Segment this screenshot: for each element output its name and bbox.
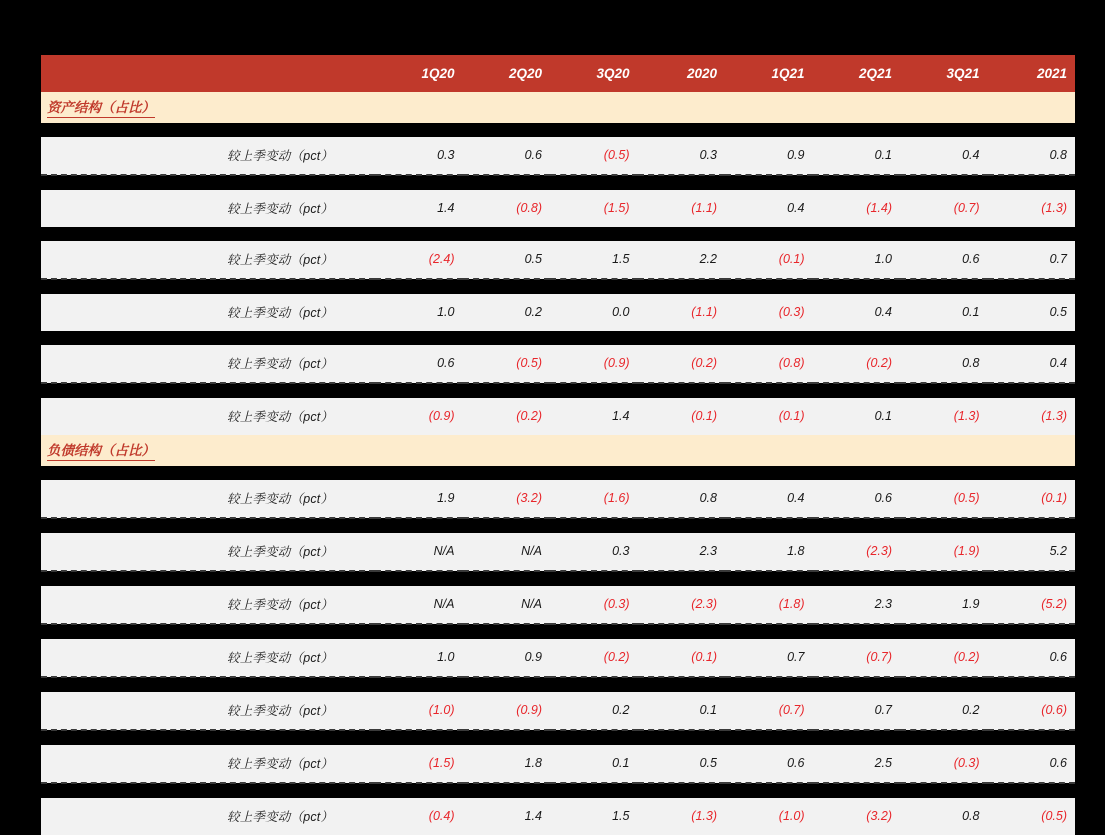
- value-cell: 1.9: [375, 480, 463, 518]
- table-row: [41, 294, 1075, 331]
- header-cell-label: [41, 55, 375, 92]
- table-row: [41, 398, 1075, 435]
- value-cell: 1.0: [813, 241, 901, 279]
- value-cell: (1.8): [725, 586, 813, 624]
- section-title-cell: [41, 435, 1075, 466]
- row-spacer-cell: [41, 227, 1075, 241]
- value-cell: 2.3: [813, 586, 901, 624]
- value-cell: (0.1): [725, 398, 813, 435]
- value-cell: (0.3): [550, 586, 638, 624]
- table-row: [41, 241, 1075, 279]
- value-cell: (0.5): [550, 137, 638, 175]
- value-cell: (1.3): [988, 190, 1076, 227]
- value-cell: 0.4: [900, 137, 988, 175]
- value-cell: 0.3: [375, 137, 463, 175]
- table-row: [41, 137, 1075, 175]
- row-spacer: [41, 175, 1075, 190]
- value-cell: (0.1): [638, 398, 726, 435]
- row-spacer-cell: [41, 571, 1075, 586]
- row-label-cell: 较上季变动（pct）: [41, 345, 375, 383]
- value-cell: N/A: [463, 533, 551, 571]
- value-cell: 0.1: [900, 294, 988, 331]
- value-cell: 0.5: [988, 294, 1076, 331]
- row-spacer: [41, 331, 1075, 345]
- value-cell: 0.6: [813, 480, 901, 518]
- value-cell: 0.7: [813, 692, 901, 730]
- value-cell: (0.6): [988, 692, 1076, 730]
- value-cell: 0.9: [725, 137, 813, 175]
- value-cell: 0.6: [375, 345, 463, 383]
- row-label-cell: 较上季变动（pct）: [41, 586, 375, 624]
- value-cell: 1.4: [375, 190, 463, 227]
- value-cell: 1.0: [375, 294, 463, 331]
- value-cell: 0.8: [638, 480, 726, 518]
- row-label-cell: 较上季变动（pct）: [41, 639, 375, 677]
- value-cell: 1.9: [900, 586, 988, 624]
- section-title-text: 负债结构（占比）: [47, 439, 155, 461]
- value-cell: 0.4: [725, 190, 813, 227]
- value-cell: 0.1: [638, 692, 726, 730]
- row-spacer: [41, 518, 1075, 533]
- value-cell: (0.5): [988, 798, 1076, 835]
- value-cell: 0.9: [463, 639, 551, 677]
- row-spacer: [41, 123, 1075, 137]
- header-cell-period: 2021: [988, 55, 1076, 92]
- value-cell: (0.9): [375, 398, 463, 435]
- value-cell: (1.1): [638, 294, 726, 331]
- value-cell: (1.3): [900, 398, 988, 435]
- value-cell: 0.4: [725, 480, 813, 518]
- value-cell: 0.3: [638, 137, 726, 175]
- value-cell: (3.2): [813, 798, 901, 835]
- financial-table: [41, 55, 1075, 835]
- row-spacer: [41, 571, 1075, 586]
- row-spacer: [41, 677, 1075, 692]
- value-cell: 1.0: [375, 639, 463, 677]
- value-cell: (0.8): [463, 190, 551, 227]
- value-cell: (0.9): [463, 692, 551, 730]
- value-cell: 1.4: [550, 398, 638, 435]
- value-cell: 1.5: [550, 798, 638, 835]
- value-cell: (1.3): [988, 398, 1076, 435]
- row-label-cell: 较上季变动（pct）: [41, 692, 375, 730]
- row-spacer-cell: [41, 331, 1075, 345]
- header-cell-period: 3Q21: [900, 55, 988, 92]
- value-cell: (0.3): [900, 745, 988, 783]
- value-cell: (1.1): [638, 190, 726, 227]
- value-cell: N/A: [463, 586, 551, 624]
- value-cell: 0.2: [463, 294, 551, 331]
- header-cell-period: 1Q21: [725, 55, 813, 92]
- row-spacer-cell: [41, 730, 1075, 745]
- value-cell: 2.2: [638, 241, 726, 279]
- table-header-row: [41, 55, 1075, 92]
- row-label-cell: 较上季变动（pct）: [41, 241, 375, 279]
- row-spacer-cell: [41, 624, 1075, 639]
- value-cell: (0.2): [813, 345, 901, 383]
- value-cell: 0.8: [988, 137, 1076, 175]
- table-row: [41, 345, 1075, 383]
- row-spacer-cell: [41, 175, 1075, 190]
- value-cell: 2.3: [638, 533, 726, 571]
- value-cell: 0.1: [813, 137, 901, 175]
- header-cell-period: 3Q20: [550, 55, 638, 92]
- value-cell: 0.6: [988, 745, 1076, 783]
- row-spacer-cell: [41, 518, 1075, 533]
- value-cell: 0.6: [463, 137, 551, 175]
- value-cell: (0.7): [725, 692, 813, 730]
- value-cell: 0.4: [813, 294, 901, 331]
- row-spacer: [41, 730, 1075, 745]
- value-cell: (0.2): [463, 398, 551, 435]
- value-cell: 1.5: [550, 241, 638, 279]
- value-cell: (1.5): [550, 190, 638, 227]
- value-cell: 0.6: [900, 241, 988, 279]
- value-cell: (0.1): [988, 480, 1076, 518]
- row-spacer: [41, 783, 1075, 798]
- value-cell: (1.6): [550, 480, 638, 518]
- value-cell: 5.2: [988, 533, 1076, 571]
- value-cell: 0.3: [550, 533, 638, 571]
- table-body: [41, 55, 1075, 835]
- row-spacer: [41, 383, 1075, 398]
- value-cell: 0.2: [550, 692, 638, 730]
- value-cell: 0.5: [463, 241, 551, 279]
- value-cell: 0.7: [988, 241, 1076, 279]
- value-cell: 2.5: [813, 745, 901, 783]
- value-cell: 0.1: [550, 745, 638, 783]
- row-spacer-cell: [41, 466, 1075, 480]
- value-cell: (0.1): [725, 241, 813, 279]
- value-cell: 0.6: [988, 639, 1076, 677]
- value-cell: N/A: [375, 533, 463, 571]
- value-cell: 1.8: [463, 745, 551, 783]
- value-cell: 0.1: [813, 398, 901, 435]
- row-spacer: [41, 624, 1075, 639]
- row-label-cell: 较上季变动（pct）: [41, 480, 375, 518]
- value-cell: (1.9): [900, 533, 988, 571]
- value-cell: (0.1): [638, 639, 726, 677]
- row-spacer-cell: [41, 279, 1075, 294]
- value-cell: (0.4): [375, 798, 463, 835]
- value-cell: (0.5): [900, 480, 988, 518]
- row-spacer: [41, 279, 1075, 294]
- row-label-cell: 较上季变动（pct）: [41, 745, 375, 783]
- value-cell: (1.3): [638, 798, 726, 835]
- table-row: [41, 480, 1075, 518]
- row-spacer-cell: [41, 123, 1075, 137]
- value-cell: (2.3): [813, 533, 901, 571]
- row-spacer-cell: [41, 677, 1075, 692]
- value-cell: (1.0): [725, 798, 813, 835]
- row-label-cell: 较上季变动（pct）: [41, 398, 375, 435]
- value-cell: 0.2: [900, 692, 988, 730]
- value-cell: (0.2): [550, 639, 638, 677]
- value-cell: 0.5: [638, 745, 726, 783]
- value-cell: (0.7): [813, 639, 901, 677]
- value-cell: 0.8: [900, 345, 988, 383]
- section-title-cell: [41, 92, 1075, 123]
- section-title-row: [41, 435, 1075, 466]
- value-cell: (1.4): [813, 190, 901, 227]
- value-cell: (0.8): [725, 345, 813, 383]
- value-cell: (5.2): [988, 586, 1076, 624]
- value-cell: (1.5): [375, 745, 463, 783]
- value-cell: (2.4): [375, 241, 463, 279]
- value-cell: (3.2): [463, 480, 551, 518]
- header-cell-period: 2020: [638, 55, 726, 92]
- value-cell: (1.0): [375, 692, 463, 730]
- row-label-cell: 较上季变动（pct）: [41, 533, 375, 571]
- value-cell: (0.2): [900, 639, 988, 677]
- row-label-cell: 较上季变动（pct）: [41, 137, 375, 175]
- header-cell-period: 2Q20: [463, 55, 551, 92]
- header-cell-period: 1Q20: [375, 55, 463, 92]
- row-spacer: [41, 227, 1075, 241]
- value-cell: (0.5): [463, 345, 551, 383]
- value-cell: 0.8: [900, 798, 988, 835]
- value-cell: 0.7: [725, 639, 813, 677]
- value-cell: 0.6: [725, 745, 813, 783]
- value-cell: (2.3): [638, 586, 726, 624]
- value-cell: 0.4: [988, 345, 1076, 383]
- value-cell: 0.0: [550, 294, 638, 331]
- value-cell: N/A: [375, 586, 463, 624]
- value-cell: (0.9): [550, 345, 638, 383]
- row-spacer: [41, 466, 1075, 480]
- header-cell-period: 2Q21: [813, 55, 901, 92]
- table-row: [41, 586, 1075, 624]
- row-label-cell: 较上季变动（pct）: [41, 190, 375, 227]
- table-row: [41, 798, 1075, 835]
- row-spacer-cell: [41, 383, 1075, 398]
- value-cell: 1.8: [725, 533, 813, 571]
- table-row: [41, 190, 1075, 227]
- row-label-cell: 较上季变动（pct）: [41, 294, 375, 331]
- value-cell: 1.4: [463, 798, 551, 835]
- table-row: [41, 745, 1075, 783]
- value-cell: (0.7): [900, 190, 988, 227]
- table-row: [41, 692, 1075, 730]
- value-cell: (0.3): [725, 294, 813, 331]
- value-cell: (0.2): [638, 345, 726, 383]
- row-label-cell: 较上季变动（pct）: [41, 798, 375, 835]
- section-title-text: 资产结构（占比）: [47, 96, 155, 118]
- section-title-row: [41, 92, 1075, 123]
- row-spacer-cell: [41, 783, 1075, 798]
- table-row: [41, 533, 1075, 571]
- table-row: [41, 639, 1075, 677]
